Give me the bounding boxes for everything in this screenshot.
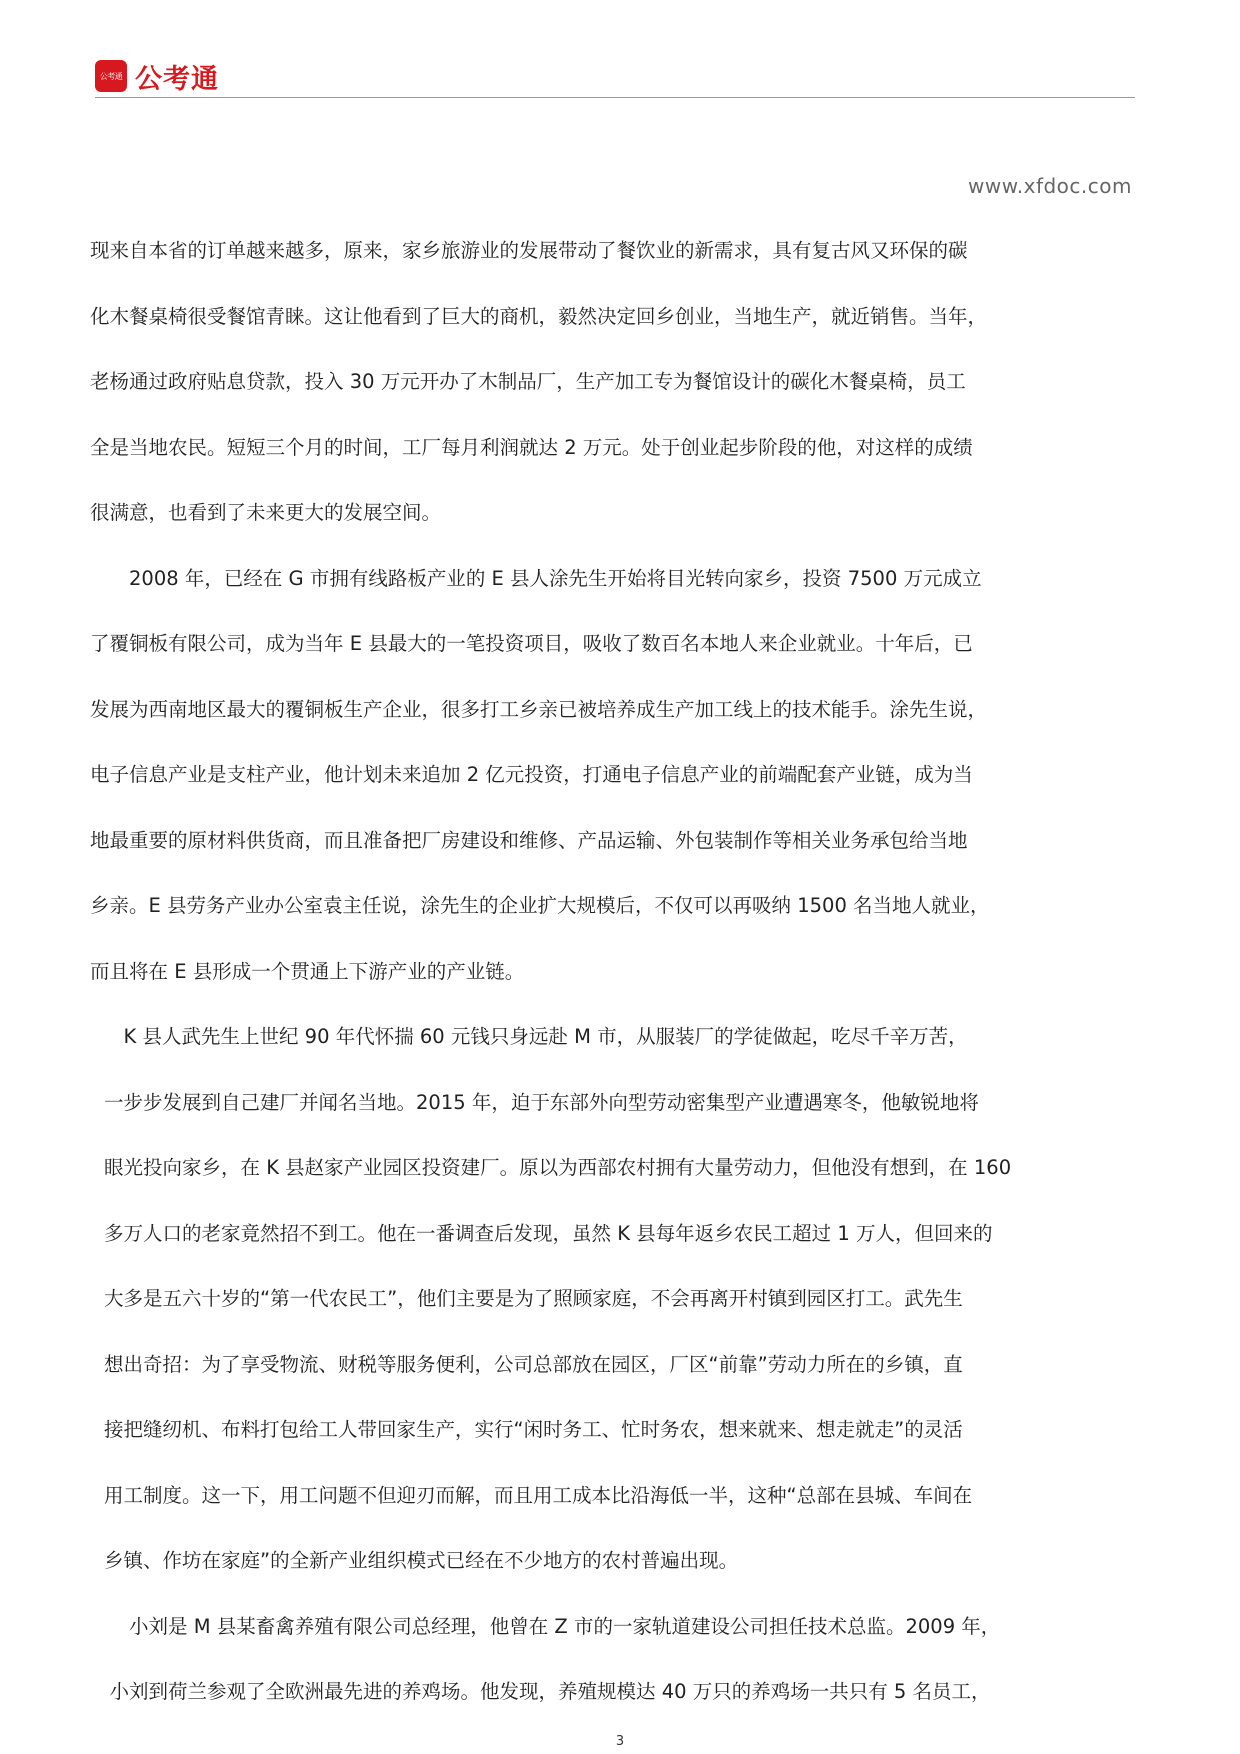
text-line: 化木餐桌椅很受餐馆青睐。这让他看到了巨大的商机，毅然决定回乡创业，当地生产，就近销售。当年， [90,304,988,328]
text-line: 小刘到荷兰参观了全欧洲最先进的养鸡场。他发现，养殖规模达 40 万只的养鸡场一共只有 5 名员工， [90,1680,991,1703]
text-line: 电子信息产业是支柱产业，他计划未来追加 2 亿元投资，打通电子信息产业的前端配套产业链，成为当 [90,763,973,786]
brand-logo-icon [95,60,127,92]
text-line: 了覆铜板有限公司，成为当年 E 县最大的一笔投资项目，吸收了数百名本地人来企业就业。十年后，已 [90,632,973,655]
text-line: 全是当地农民。短短三个月的时间，工厂每月利润就达 2 万元。处于创业起步阶段的他，对这样的成绩 [90,435,973,459]
text-line: 地最重要的原材料供货商，而且准备把厂房建设和维修、产品运输、外包装制作等相关业务承包给当地 [90,828,968,852]
text-line: 想出奇招：为了享受物流、财税等服务便利，公司总部放在园区，厂区“前靠”劳动力所在的乡镇，直 [104,1352,963,1376]
text-line: 一步步发展到自己建厂并闻名当地。2015 年，迫于东部外向型劳动密集型产业遭遇寒冬，他敏锐地将 [104,1090,979,1114]
brand-header [95,58,219,94]
paragraph-1 [90,237,1130,565]
brand-name: 公考通 [135,63,219,95]
text-line: 乡亲。E 县劳务产业办公室袁主任说，涂先生的企业扩大规模后，不仅可以再吸纳 1500 名当地人就业， [90,894,990,917]
paragraph-4 [90,1613,1130,1744]
brand-logo-badge-text: 公考通 [99,71,123,81]
text-line: 而且将在 E 县形成一个贯通上下游产业的产业链。 [90,959,525,983]
header-divider [95,97,1135,98]
text-line: 乡镇、作坊在家庭”的全新产业组织模式已经在不少地方的农村普遍出现。 [104,1549,739,1572]
text-line: 接把缝纫机、布料打包给工人带回家生产，实行“闲时务工、忙时务农，想来就来、想走就走”的灵活 [104,1418,963,1441]
paragraph-2 [90,565,1130,1024]
text-line: 眼光投向家乡，在 K 县赵家产业园区投资建厂。原以为西部农村拥有大量劳动力，但他没有想到，在 160 [104,1156,1012,1179]
text-line: 小刘是 M 县某畜禽养殖有限公司总经理，他曾在 Z 市的一家轨道建设公司担任技术总监。2009 年， [90,1614,1001,1638]
text-line: 现来自本省的订单越来越多，原来，家乡旅游业的发展带动了餐饮业的新需求，具有复古风又环保的碳 [90,239,968,262]
page-number: 3 [615,1734,625,1749]
text-line: 2008 年，已经在 G 市拥有线路板产业的 E 县人涂先生开始将目光转向家乡，投资 7500 万元成立 [90,566,982,590]
document-body [90,237,1130,1744]
text-line: 发展为西南地区最大的覆铜板生产企业，很多打工乡亲已被培养成生产加工线上的技术能手。涂先生说， [90,697,988,721]
text-line: K 县人武先生上世纪 90 年代怀揣 60 元钱只身远赴 M 市，从服装厂的学徒做起，吃尽千辛万苦， [104,1025,968,1048]
site-url: www.xfdoc.com [968,174,1132,198]
text-line: 大多是五六十岁的“第一代农民工”，他们主要是为了照顾家庭，不会再离开村镇到园区打工。武先生 [104,1287,963,1310]
text-line: 很满意，也看到了未来更大的发展空间。 [90,501,442,524]
paragraph-3 [90,1023,1130,1613]
text-line: 多万人口的老家竟然招不到工。他在一番调查后发现，虽然 K 县每年返乡农民工超过 1 万人，但回来的 [104,1221,993,1245]
text-line: 用工制度。这一下，用工问题不但迎刃而解，而且用工成本比沿海低一半，这种“总部在县城、车间在 [104,1483,973,1507]
text-line: 老杨通过政府贴息贷款，投入 30 万元开办了木制品厂，生产加工专为餐馆设计的碳化木餐桌椅，员工 [90,370,966,393]
